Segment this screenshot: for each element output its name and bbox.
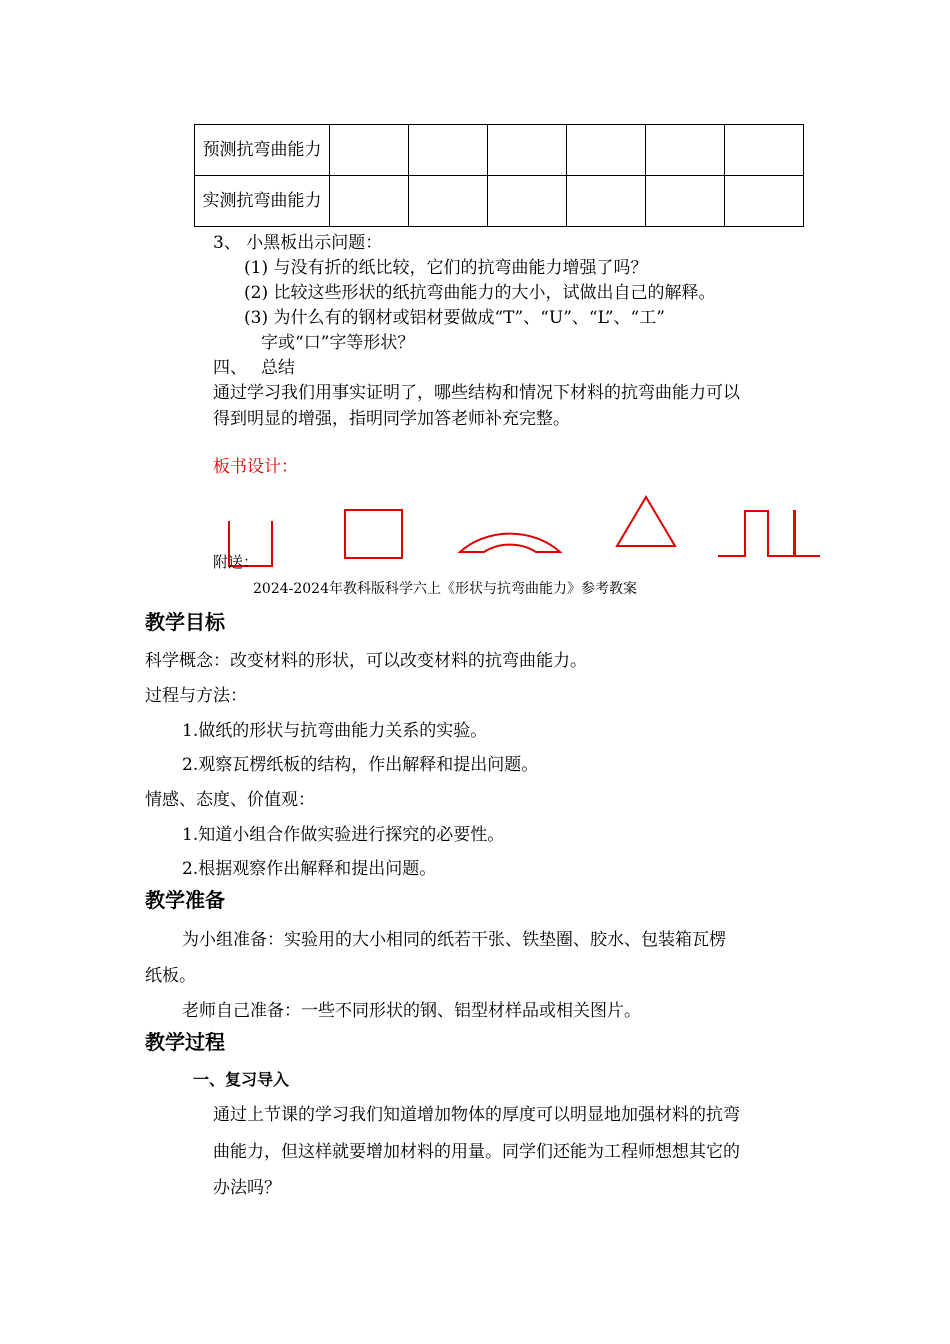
corrugated-shape <box>718 511 820 556</box>
appendix-title: 2024-2024年教科版科学六上《形状与抗弯曲能力》参考教案 <box>253 581 637 597</box>
process-line-1: 通过上节课的学习我们知道增加物体的厚度可以明显地加强材料的抗弯 <box>213 1105 740 1125</box>
goals-process-1: 1.做纸的形状与抗弯曲能力关系的实验。 <box>182 721 488 741</box>
goals-attitude-label: 情感、态度、价值观： <box>145 790 315 810</box>
question-1: (1) 与没有折的纸比较，它们的抗弯曲能力增强了吗？ <box>244 258 648 278</box>
row-header-predicted: 预测抗弯曲能力 <box>195 125 330 176</box>
prep-group-line-1: 为小组准备：实验用的大小相同的纸若干张、铁垫圈、胶水、包装箱瓦楞 <box>182 930 726 950</box>
prep-teacher: 老师自己准备：一些不同形状的钢、铝型材样品或相关图片。 <box>182 1001 641 1021</box>
question-2: (2) 比较这些形状的纸抗弯曲能力的大小，试做出自己的解释。 <box>244 283 716 303</box>
board-shapes <box>0 0 950 600</box>
process-subheading: 一、复习导入 <box>193 1070 290 1089</box>
section3-title: 3、 小黑板出示问题： <box>213 233 383 253</box>
goals-heading: 教学目标 <box>145 610 225 634</box>
process-line-3: 办法吗？ <box>213 1178 281 1198</box>
prep-heading: 教学准备 <box>145 888 225 912</box>
question-3-line1: (3) 为什么有的钢材或铝材要做成“T”、“U”、“L”、“工” <box>244 308 665 328</box>
board-design-title: 板书设计： <box>213 457 298 477</box>
goals-process-label: 过程与方法： <box>145 686 247 706</box>
square-shape <box>345 510 402 558</box>
goals-concept: 科学概念：改变材料的形状，可以改变材料的抗弯曲能力。 <box>145 651 587 671</box>
goals-attitude-2: 2.根据观察作出解释和提出问题。 <box>182 859 437 879</box>
prep-group-line-2: 纸板。 <box>145 966 196 986</box>
summary-line-2: 得到明显的增强，指明同学加答老师补充完整。 <box>213 409 570 429</box>
appendix-label: 附送： <box>213 553 259 571</box>
arch-shape <box>460 534 560 552</box>
row-header-measured: 实测抗弯曲能力 <box>195 176 330 227</box>
goals-process-2: 2.观察瓦楞纸板的结构，作出解释和提出问题。 <box>182 755 539 775</box>
goals-attitude-1: 1.知道小组合作做实验进行探究的必要性。 <box>182 825 505 845</box>
process-line-2: 曲能力，但这样就要增加材料的用量。同学们还能为工程师想想其它的 <box>213 1142 740 1162</box>
process-heading: 教学过程 <box>145 1030 225 1054</box>
summary-heading: 四、 总结 <box>213 358 295 378</box>
question-3-line2: 字或“口”字等形状？ <box>261 333 415 353</box>
triangle-shape <box>617 497 675 546</box>
summary-line-1: 通过学习我们用事实证明了，哪些结构和情况下材料的抗弯曲能力可以 <box>213 383 740 403</box>
